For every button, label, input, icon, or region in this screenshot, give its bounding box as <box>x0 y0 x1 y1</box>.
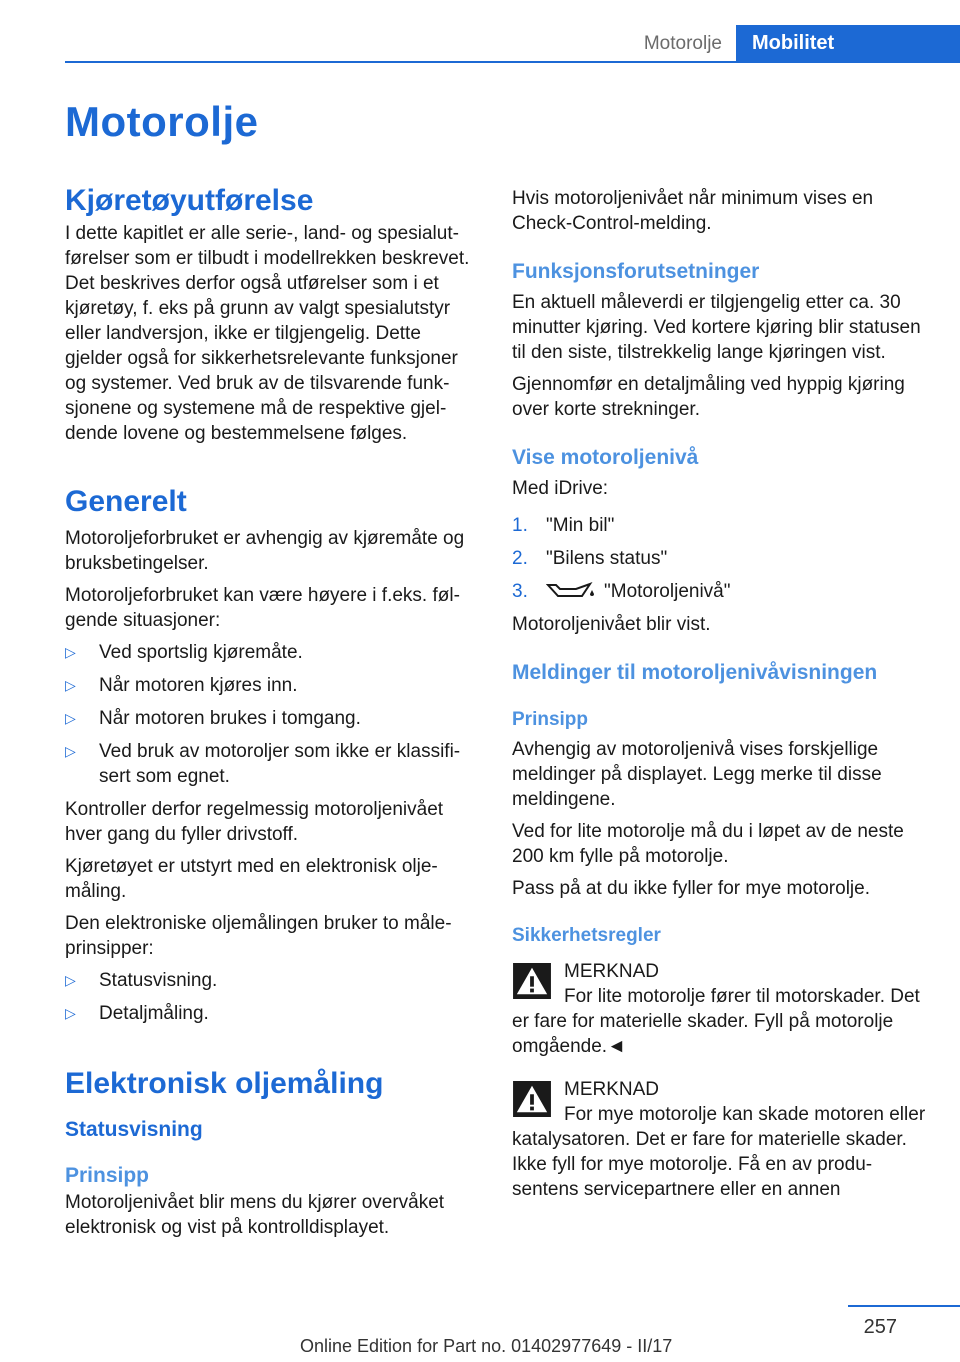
edition-footer: Online Edition for Part no. 01402977649 - II/17 <box>300 1336 673 1356</box>
heading-prinsipp-right: Prinsipp <box>512 709 589 730</box>
list-item: ▷ Ved sportslig kjøremåte. <box>65 642 303 663</box>
warning-title: MERKNAD <box>564 1079 660 1100</box>
paragraph-general-4: Kjøretøyet er utstyrt med en elektronisk oljemåling. <box>65 856 438 902</box>
warning-triangle-icon <box>512 1081 552 1117</box>
bullet-triangle-icon: ▷ <box>65 743 76 759</box>
warning-text: For lite motorolje fører til motorskader. Det er fare for materielle skader. Fyll på motorolje omgående.◄ <box>512 986 920 1057</box>
bullet-triangle-icon: ▷ <box>65 1005 76 1021</box>
page-title: Motorolje <box>65 98 259 145</box>
heading-elektronisk: Elektronisk oljemåling <box>65 1067 384 1100</box>
heading-vise: Vise motoroljenivå <box>512 446 699 469</box>
bullet-triangle-icon: ▷ <box>65 644 76 660</box>
page-number: 257 <box>863 1316 897 1338</box>
list-item: ▷ Detaljmåling. <box>65 1003 209 1024</box>
paragraph-general-5: Den elektroniske oljemålingen bruker to måleprinsipper: <box>65 913 452 959</box>
header-tab-section[interactable]: Motorolje <box>643 33 722 54</box>
warning-title: MERKNAD <box>564 961 660 982</box>
heading-prinsipp: Prinsipp <box>65 1164 150 1187</box>
paragraph-meldinger-2: Ved for lite motorolje må du i løpet av de neste 200 km fylle på motorolje. <box>512 821 904 867</box>
bullet-triangle-icon: ▷ <box>65 677 76 693</box>
header-tab-chapter[interactable]: Mobilitet <box>736 25 960 61</box>
paragraph-general-3: Kontroller derfor regelmessig motoroljenivået hver gang du fyller drivstoff. <box>65 799 444 845</box>
heading-meldinger: Meldinger til motoroljenivåvisningen <box>512 661 878 684</box>
paragraph-vist: Motoroljenivået blir vist. <box>512 614 711 635</box>
right-column <box>512 186 927 1202</box>
heading-funksjon: Funksjonsforutsetninger <box>512 260 760 283</box>
warning-triangle-icon <box>512 963 552 999</box>
warning-block <box>512 959 927 1059</box>
paragraph-prinsipp: Motoroljenivået blir mens du kjører overvåket elektronisk og vist på kontrolldisplayet. <box>65 1192 445 1238</box>
heading-generelt: Generelt <box>65 485 187 518</box>
paragraph-funk-1: En aktuell måleverdi er tilgjengelig etter ca. 30 minutter kjøring. Ved kortere kjøring blir statusen til den siste, tilstrekkelig lange kjøringen vist. <box>512 292 921 363</box>
bullet-triangle-icon: ▷ <box>65 972 76 988</box>
paragraph-general-1: Motoroljeforbruket er avhengig av kjøremåte og bruksbetingelser. <box>65 528 465 574</box>
step-item: 1. "Min bil" <box>512 515 615 536</box>
list-item: ▷ Når motoren kjøres inn. <box>65 675 298 696</box>
paragraph-general-2: Motoroljeforbruket kan være høyere i f.eks. følgende situasjoner: <box>65 585 460 631</box>
list-item: ▷ Når motoren brukes i tomgang. <box>65 708 361 729</box>
left-column <box>65 183 480 1247</box>
header-rule <box>65 61 960 63</box>
bullet-triangle-icon: ▷ <box>65 710 76 726</box>
oil-can-icon <box>546 581 596 599</box>
heading-sikkerhetsregler: Sikkerhetsregler <box>512 925 661 946</box>
paragraph-kjoretoy: I dette kapitlet er alle serie-, land- og spesialutførelser som er tilbudt i modellrekken beskrevet. Det beskrives derfor også utførelser som i et kjøretøy, f. eks på grunn av valgt spesialutstyr eller landversjon, ikke er tilgjengelig. Dette gjelder også for sikkerhetsrelevante funksjoner og systemer. Ved bruk av de tilsvarende funksjonene og systemene må de respektive gjeldende lovene og bestemmelsene følges. <box>65 223 470 444</box>
heading-statusvisning: Statusvisning <box>65 1118 203 1141</box>
footer-rule <box>848 1305 960 1307</box>
paragraph-meldinger-1: Avhengig av motoroljenivå vises forskjellige meldinger på displayet. Legg merke til disse meldingene. <box>512 739 882 810</box>
heading-kjoretoy: Kjøretøyutførelse <box>65 184 314 217</box>
paragraph-funk-2: Gjennomfør en detaljmåling ved hyppig kjøring over korte strekninger. <box>512 374 905 420</box>
list-item: ▷ Ved bruk av motoroljer som ikke er klassifisert som egnet. <box>65 741 461 787</box>
paragraph-check-control: Hvis motoroljenivået når minimum vises en Check-Control-melding. <box>512 188 874 234</box>
paragraph-idrive: Med iDrive: <box>512 478 609 499</box>
warning-block <box>512 1077 927 1202</box>
paragraph-meldinger-3: Pass på at du ikke fyller for mye motorolje. <box>512 878 870 899</box>
list-item: ▷ Statusvisning. <box>65 970 218 991</box>
step-item: 3. "Motoroljenivå" <box>512 581 731 602</box>
step-item: 2. "Bilens status" <box>512 548 668 569</box>
warning-text: For mye motorolje kan skade motoren eller katalysatoren. Det er fare for materielle skader. Ikke fyll for mye motorolje. Få en av produsentens servicepartnere eller en annen <box>512 1104 926 1200</box>
